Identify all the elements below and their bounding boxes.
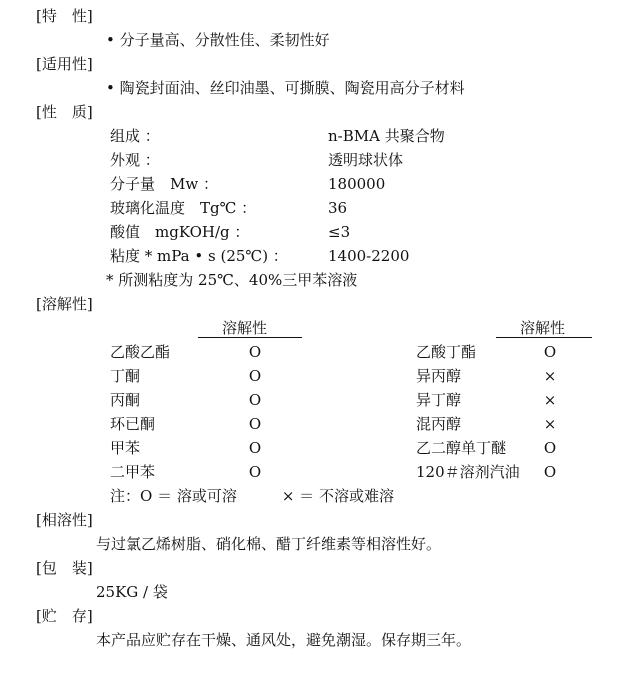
property-value: 180000 xyxy=(328,175,386,193)
compatibility-heading: [相溶性] xyxy=(36,511,93,529)
solvent-name: 甲苯 xyxy=(110,439,141,457)
solvent-name: 丙酮 xyxy=(110,391,141,409)
packaging-heading: [包 装] xyxy=(36,559,93,577)
features-heading: [特 性] xyxy=(36,7,93,25)
solubility-mark: × xyxy=(543,367,557,385)
solubility-heading: [溶解性] xyxy=(36,295,93,313)
solubility-mark: O xyxy=(543,343,557,361)
property-value: 透明球状体 xyxy=(328,151,404,169)
solubility-mark: × xyxy=(543,415,557,433)
property-label: 玻璃化温度 Tg℃ ： xyxy=(110,199,257,217)
solvent-name: 环已酮 xyxy=(110,415,156,433)
solubility-legend: 注：O ＝ 溶或可溶 × ＝ 不溶或难溶 xyxy=(110,487,394,505)
properties-heading: [性 质] xyxy=(36,103,93,121)
solubility-column-header-right: 溶解性 xyxy=(520,319,566,337)
property-value: 1400-2200 xyxy=(328,247,410,265)
solvent-name: 乙二醇单丁醚 xyxy=(416,439,507,457)
property-label: 酸值 mgKOH/g ： xyxy=(110,223,250,241)
solubility-mark: O xyxy=(248,367,262,385)
solubility-mark: O xyxy=(248,343,262,361)
viscosity-note: * 所测粘度为 25℃、40%三甲苯溶液 xyxy=(106,271,358,289)
solvent-name: 混丙醇 xyxy=(416,415,462,433)
solubility-mark: O xyxy=(248,463,262,481)
property-value: ≤3 xyxy=(328,223,351,241)
solubility-mark: O xyxy=(248,415,262,433)
packaging-text: 25KG / 袋 xyxy=(96,583,168,601)
solvent-name: 异丙醇 xyxy=(416,367,462,385)
solubility-mark: × xyxy=(543,391,557,409)
solubility-mark: O xyxy=(543,439,557,457)
property-label: 粘度 * mPa • s (25℃) ： xyxy=(110,247,288,265)
property-label: 组成 ： xyxy=(110,127,160,145)
solvent-name: 乙酸乙酯 xyxy=(110,343,171,361)
solubility-mark: O xyxy=(248,391,262,409)
solvent-name: 乙酸丁酯 xyxy=(416,343,477,361)
solvent-name: 120＃溶剂汽油 xyxy=(416,463,520,481)
property-label: 分子量 Mw ： xyxy=(110,175,218,193)
property-label: 外观 ： xyxy=(110,151,160,169)
applications-item: • 陶瓷封面油、丝印油墨、可撕膜、陶瓷用高分子材料 xyxy=(106,79,465,97)
solubility-mark: O xyxy=(248,439,262,457)
column-header-underline-right xyxy=(496,337,592,338)
column-header-underline-left xyxy=(198,337,302,338)
applications-heading: [适用性] xyxy=(36,55,93,73)
solvent-name: 二甲苯 xyxy=(110,463,156,481)
solvent-name: 异丁醇 xyxy=(416,391,462,409)
compatibility-text: 与过氯乙烯树脂、硝化棉、醋丁纤维素等相溶性好。 xyxy=(96,535,442,553)
features-item: • 分子量高、分散性佳、柔韧性好 xyxy=(106,31,330,49)
property-value: 36 xyxy=(328,199,348,217)
storage-text: 本产品应贮存在干燥、通风处，避免潮湿。保存期三年。 xyxy=(96,631,472,649)
property-value: n-BMA 共聚合物 xyxy=(328,127,445,145)
solvent-name: 丁酮 xyxy=(110,367,141,385)
solubility-column-header-left: 溶解性 xyxy=(222,319,268,337)
storage-heading: [贮 存] xyxy=(36,607,93,625)
solubility-mark: O xyxy=(543,463,557,481)
